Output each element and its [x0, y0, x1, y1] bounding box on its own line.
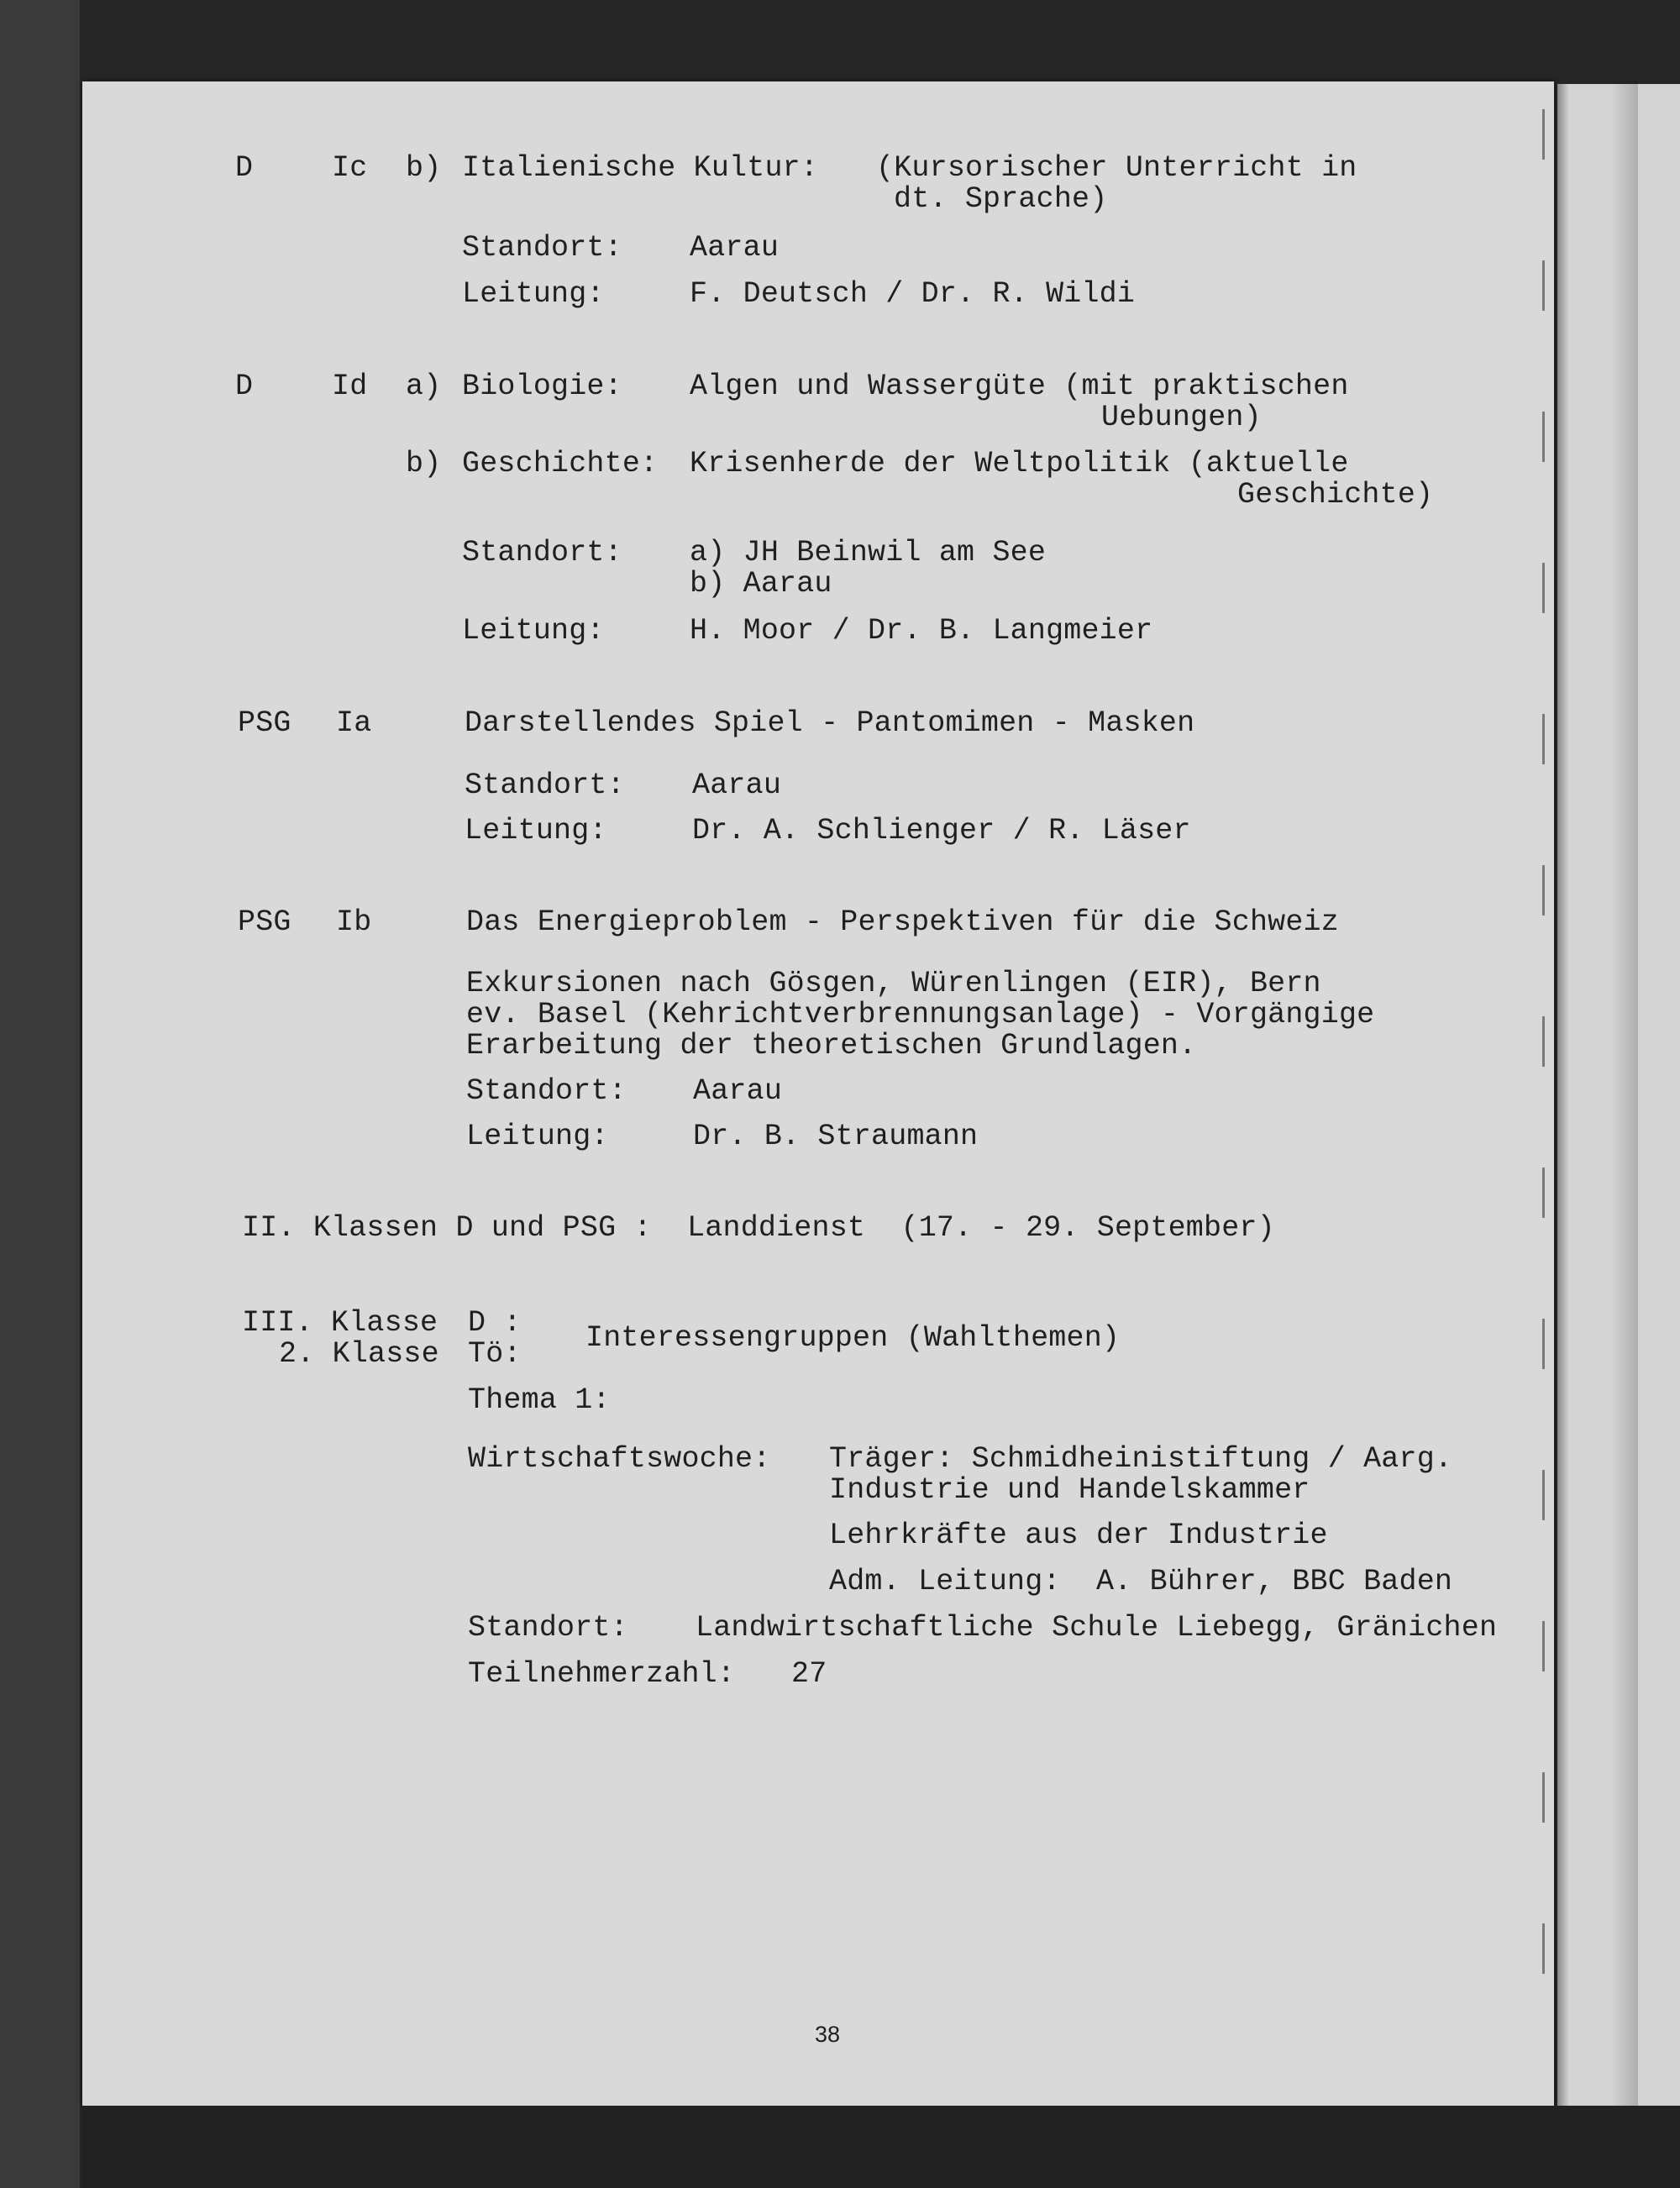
page-number: 38	[815, 2022, 841, 2047]
psg-ib-standort: Aarau	[693, 1074, 783, 1108]
spine-stitching	[1542, 109, 1545, 2041]
ic-item: b)	[406, 151, 442, 185]
ic-standort-label: Standort:	[462, 231, 622, 265]
ic-class: Ic	[332, 151, 368, 185]
id-subject-a: Biologie:	[462, 370, 622, 403]
psg-ia-leitung-label: Leitung:	[465, 814, 607, 847]
iii-standort: Landwirtschaftliche Schule Liebegg, Gränichen	[696, 1611, 1498, 1645]
id-text-a-line1: Algen und Wassergüte (mit praktischen	[690, 370, 1349, 403]
id-leitung-label: Leitung:	[462, 614, 605, 648]
psg-ia-code: PSG	[238, 706, 291, 740]
iii-teilnehmer-label: Teilnehmerzahl:	[468, 1657, 736, 1691]
psg-ib-leitung: Dr. B. Straumann	[693, 1120, 979, 1153]
iii-adm-leitung: Adm. Leitung: A. Bührer, BBC Baden	[829, 1565, 1453, 1598]
psg-ia-leitung: Dr. A. Schlienger / R. Läser	[692, 814, 1191, 847]
psg-ia-title: Darstellendes Spiel - Pantomimen - Masken	[465, 706, 1195, 740]
iii-title: Interessengruppen (Wahlthemen)	[585, 1321, 1121, 1355]
scan-bottom-edge	[82, 2106, 1680, 2188]
iii-traeger-line2: Industrie und Handelskammer	[829, 1473, 1310, 1507]
psg-ib-class: Ib	[336, 905, 372, 939]
id-text-b-line1: Krisenherde der Weltpolitik (aktuelle	[690, 447, 1349, 480]
ic-note-line2: dt. Sprache)	[894, 182, 1108, 216]
psg-ia-standort-label: Standort:	[465, 769, 625, 802]
id-class: Id	[332, 370, 368, 403]
id-subject-b: Geschichte:	[462, 447, 659, 480]
ii-klassen-line: II. Klassen D und PSG : Landdienst (17. - 29. September)	[242, 1211, 1275, 1245]
id-item-a: a)	[406, 370, 442, 403]
spine-shadow	[1611, 81, 1638, 2106]
ic-leitung: F. Deutsch / Dr. R. Wildi	[690, 277, 1136, 311]
id-standort-label: Standort:	[462, 536, 622, 569]
iii-klasse-line1: III. Klasse	[242, 1306, 438, 1340]
id-standort-b: b) Aarau	[690, 567, 832, 601]
iii-traeger-line1: Träger: Schmidheinistiftung / Aarg.	[829, 1442, 1453, 1476]
ic-code: D	[235, 151, 254, 185]
id-code: D	[235, 370, 254, 403]
id-leitung: H. Moor / Dr. B. Langmeier	[690, 614, 1153, 648]
psg-ib-desc-line1: Exkursionen nach Gösgen, Würenlingen (EIR), Bern	[466, 967, 1321, 1000]
ic-subject: Italienische Kultur:	[462, 151, 819, 185]
psg-ib-code: PSG	[238, 905, 291, 939]
id-item-b: b)	[406, 447, 442, 480]
next-page-shadow	[1557, 84, 1569, 2108]
document-page	[82, 81, 1554, 2106]
psg-ia-class: Ia	[336, 706, 372, 740]
id-text-b-line2: Geschichte)	[1237, 478, 1434, 512]
id-standort-a: a) JH Beinwil am See	[690, 536, 1047, 569]
psg-ib-standort-label: Standort:	[466, 1074, 627, 1108]
psg-ib-desc-line3: Erarbeitung der theoretischen Grundlagen.	[466, 1029, 1197, 1063]
id-text-a-line2: Uebungen)	[1101, 401, 1262, 434]
psg-ib-leitung-label: Leitung:	[466, 1120, 609, 1153]
psg-ib-desc-line2: ev. Basel (Kehrichtverbrennungsanlage) - Vorgängige	[466, 998, 1375, 1031]
iii-lehrkraefte: Lehrkräfte aus der Industrie	[829, 1519, 1328, 1552]
scanner-edge	[0, 0, 80, 2188]
iii-klasse-line2: 2. Klasse	[279, 1337, 439, 1371]
iii-standort-label: Standort:	[468, 1611, 628, 1645]
iii-teilnehmer: 27	[791, 1657, 827, 1691]
iii-thema: Thema 1:	[468, 1383, 611, 1417]
ic-leitung-label: Leitung:	[462, 277, 605, 311]
psg-ia-standort: Aarau	[692, 769, 782, 802]
ic-note-line1: (Kursorischer Unterricht in	[876, 151, 1357, 185]
iii-code-line2: Tö:	[468, 1337, 522, 1371]
psg-ib-title: Das Energieproblem - Perspektiven für die Schweiz	[466, 905, 1339, 939]
iii-wirtschaftswoche-label: Wirtschaftswoche:	[468, 1442, 771, 1476]
ic-standort: Aarau	[690, 231, 780, 265]
iii-code-line1: D :	[468, 1306, 522, 1340]
